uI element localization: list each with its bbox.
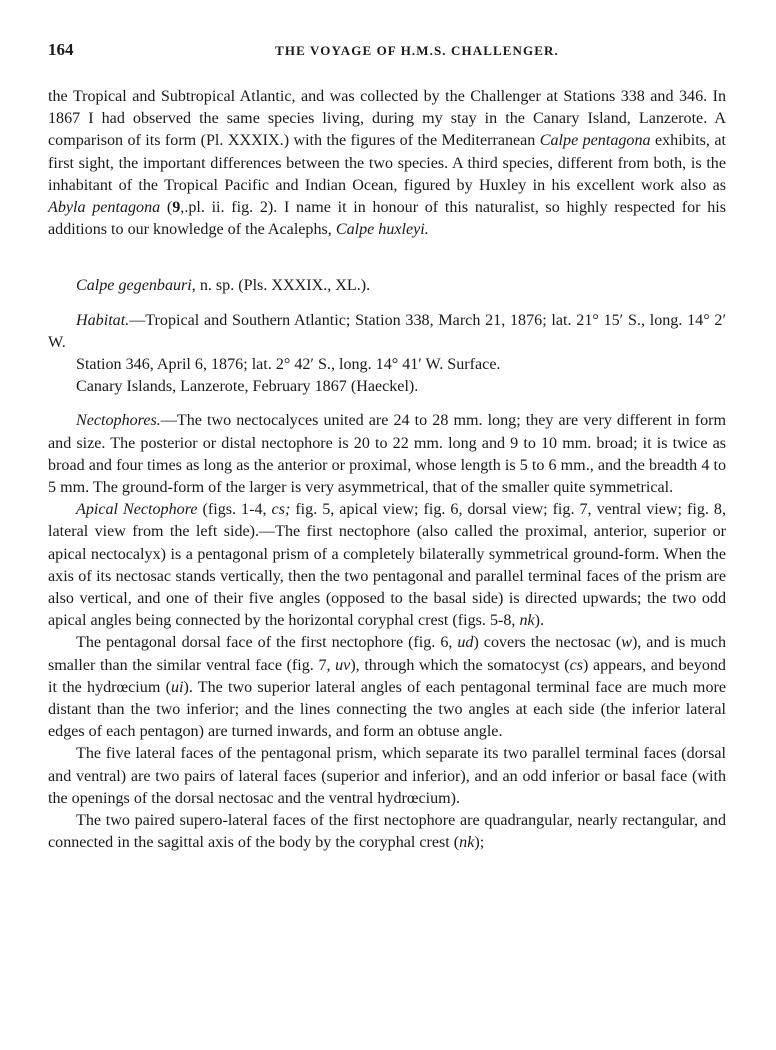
station-346-line: Station 346, April 6, 1876; lat. 2° 42′ S., long. 14° 41′ W. Surface.	[76, 356, 501, 374]
apical-nectophore-paragraph: Apical Nectophore (figs. 1-4, cs; fig. 5, apical view; fig. 6, dorsal view; fig. 7, ventral view; fig. 8, lateral view from the left side).—The first nectophore (also called the proximal, anterior, superior or apical nectocalyx) is a pentagonal prism of a completely bilaterally symmetrical ground-form. When the axis of its nectosac stands vertically, then the two pentagonal and parallel terminal faces of the prism are also vertical, and one of their five angles (opposed to the basal side) is directed upwards; the two odd apical angles being connected by the horizontal coryphal crest (figs. 5-8, nk).	[48, 501, 726, 630]
page-number: 164	[48, 40, 74, 59]
body-text	[48, 86, 726, 855]
running-header	[48, 40, 746, 64]
nectophores-paragraph: Nectophores.—The two nectocalyces united are 24 to 28 mm. long; they are very different in form and size. The posterior or distal nectophore is 20 to 22 mm. long and 9 to 10 mm. broad; it is twice as broad and four times as long as the anterior or proximal, whose length is 5 to 6 mm., and the breadth 4 to 5 mm. The ground-form of the larger is very asymmetrical, that of the smaller quite symmetrical.	[48, 412, 726, 497]
species-heading: Calpe gegenbauri, n. sp. (Pls. XXXIX., XL.).	[76, 277, 371, 295]
paired-faces-paragraph: The two paired supero-lateral faces of the first nectophore are quadrangular, nearly rectangular, and connected in the sagittal axis of the body by the coryphal crest (nk);	[48, 812, 726, 852]
paragraph-calpe-huxleyi: the Tropical and Subtropical Atlantic, and was collected by the Challenger at Stations 338 and 346. In 1867 I had observed the same species living, during my stay in the Canary Island, Lanzerote. A comparison of its form (Pl. XXXIX.) with the figures of the Mediterranean Calpe pentagona exhibits, at first sight, the important differences between the two species. A third species, different from both, is the inhabitant of the Tropical Pacific and Indian Ocean, figured by Huxley in his excellent work also as Abyla pentagona (9,.pl. ii. fig. 2). I name it in honour of this naturalist, so highly respected for his additions to our knowledge of the Acalephs, Calpe huxleyi.	[48, 88, 726, 239]
running-title: THE VOYAGE OF H.M.S. CHALLENGER.	[275, 43, 559, 58]
dorsal-face-paragraph: The pentagonal dorsal face of the first nectophore (fig. 6, ud) covers the nectosac (w), and is much smaller than the similar ventral face (fig. 7, uv), through which the somatocyst (cs) appears, and beyond it the hydrœcium (ui). The two superior lateral angles of each pentagonal terminal face are much more distant than the two inferior; and the lines connecting the two angles at each side (the inferior lateral edges of each pentagon) are turned inwards, and form an obtuse angle.	[48, 634, 727, 741]
lateral-faces-paragraph: The five lateral faces of the pentagonal prism, which separate its two parallel terminal faces (dorsal and ventral) are two pairs of lateral faces (superior and inferior), and an odd inferior or basal face (with the openings of the dorsal nectosac and the ventral hydrœcium).	[48, 745, 726, 807]
canary-islands-line: Canary Islands, Lanzerote, February 1867 (Haeckel).	[76, 378, 419, 396]
habitat-paragraph: Habitat.—Tropical and Southern Atlantic; Station 338, March 21, 1876; lat. 21° 15′ S., long. 14° 2′ W.	[48, 311, 726, 351]
